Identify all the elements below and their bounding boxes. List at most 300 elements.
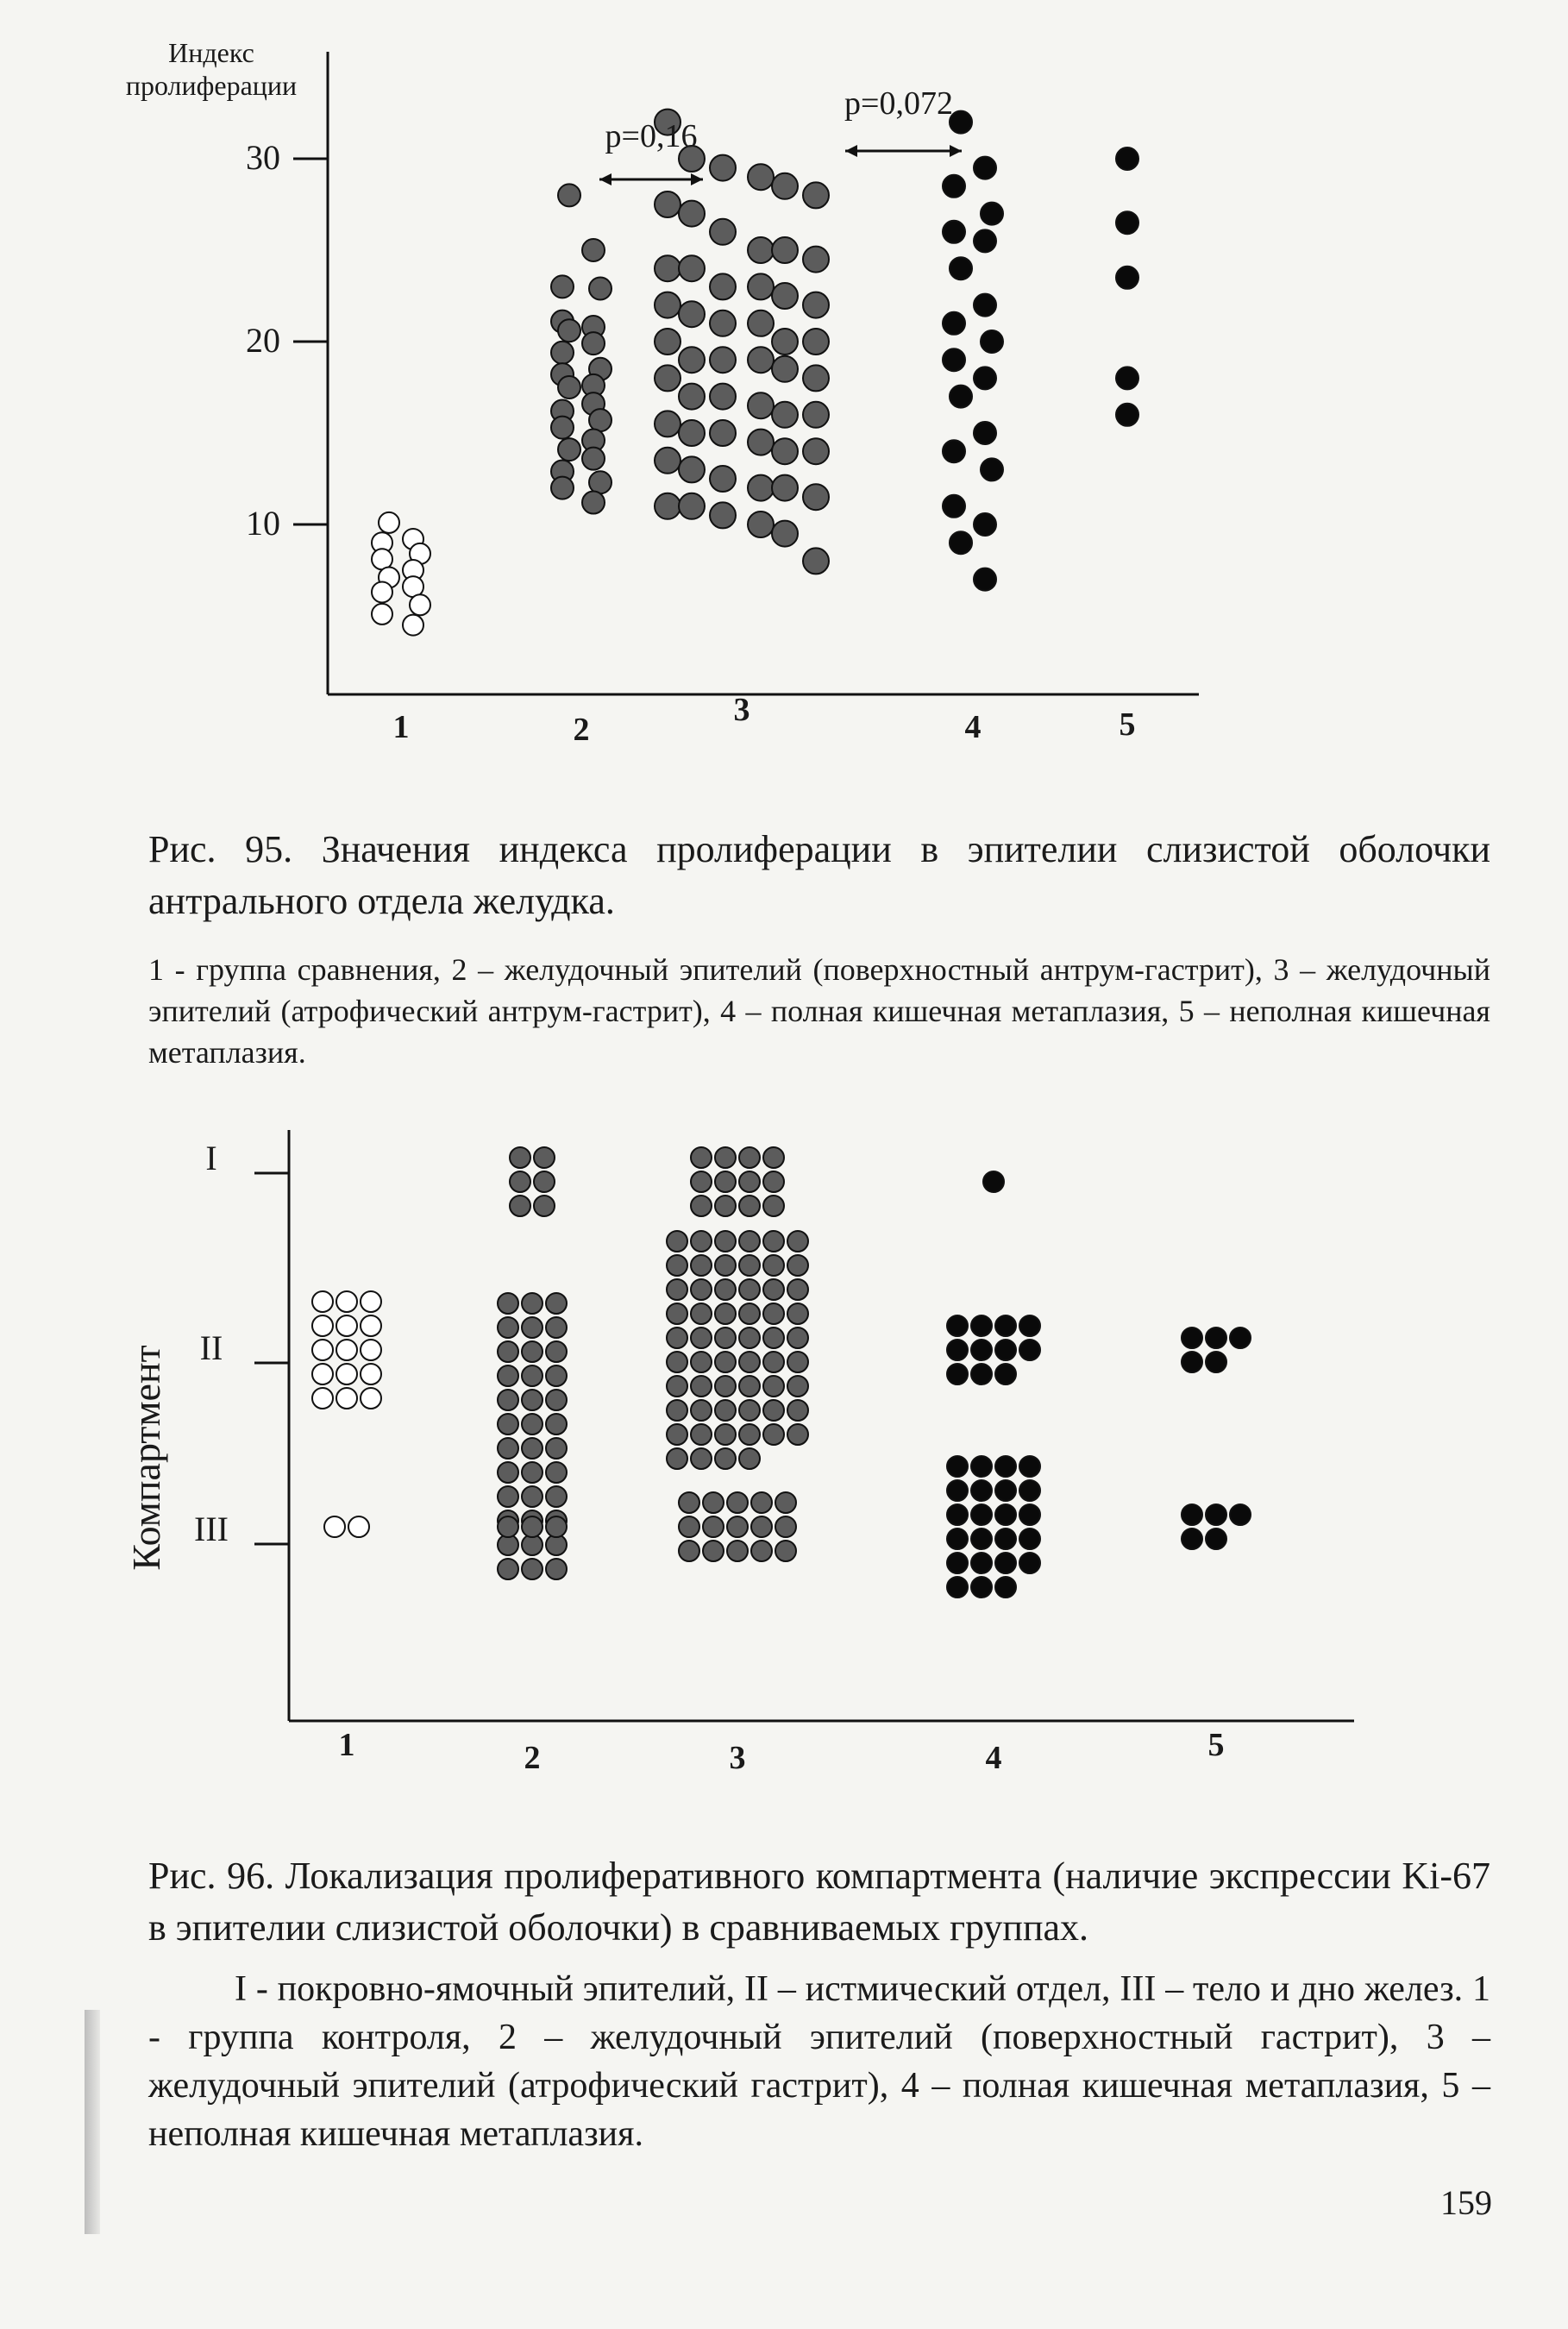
fig96-data-point <box>522 1438 543 1459</box>
fig96-data-point <box>522 1516 543 1537</box>
fig95-data-point <box>803 247 829 273</box>
fig95-data-point <box>403 615 423 636</box>
fig96-data-point <box>715 1231 736 1252</box>
fig96-data-point <box>691 1147 712 1168</box>
fig95-data-point <box>679 420 705 446</box>
fig96-data-point <box>1019 1529 1040 1549</box>
fig95-data-point <box>679 255 705 281</box>
fig95-data-point <box>950 386 972 408</box>
fig96-data-point <box>348 1516 369 1537</box>
fig96-data-point <box>763 1376 784 1397</box>
fig96-data-point <box>312 1388 333 1409</box>
fig95-data-point <box>981 330 1003 353</box>
fig96-data-point <box>679 1492 699 1513</box>
fig96-data-point <box>751 1516 772 1537</box>
fig95-data-point <box>803 329 829 355</box>
fig95-legend-note: 1 - группа сравнения, 2 – желудочный эпителий (поверхностный антрум-гастрит), 3 – желудочный эпителий (атрофический антрум-гастрит), 4 – полная кишечная метаплазия, 5 – неполная кишечная метаплазия. <box>148 952 1490 1070</box>
fig96-data-point <box>667 1376 687 1397</box>
fig96-data-point <box>971 1364 992 1384</box>
fig95-annotations <box>599 85 962 185</box>
fig95-data-point <box>551 477 574 499</box>
figure-95-chart <box>52 17 1242 776</box>
fig95-data-point <box>772 475 798 501</box>
fig96-data-point <box>971 1504 992 1525</box>
fig96-data-point <box>727 1516 748 1537</box>
fig96-data-point <box>763 1171 784 1192</box>
fig96-data-point <box>739 1171 760 1192</box>
fig96-data-point <box>1019 1315 1040 1336</box>
fig95-data-points <box>372 110 1138 636</box>
fig96-data-point <box>691 1279 712 1300</box>
fig96-data-point <box>995 1456 1016 1477</box>
fig95-data-point <box>710 219 736 245</box>
fig96-xtick-label: 5 <box>1207 1727 1225 1763</box>
fig96-data-point <box>691 1376 712 1397</box>
fig96-data-point <box>715 1147 736 1168</box>
fig96-data-point <box>498 1438 518 1459</box>
fig95-data-point <box>803 292 829 318</box>
fig95-data-point <box>551 342 574 364</box>
fig96-data-point <box>1230 1328 1251 1348</box>
fig96-data-point <box>995 1553 1016 1573</box>
fig95-data-point <box>748 512 774 537</box>
fig95-data-point <box>655 255 681 281</box>
page-number: 159 <box>1440 2183 1492 2222</box>
fig95-data-point <box>582 448 605 470</box>
fig96-data-point <box>751 1492 772 1513</box>
fig96-data-point <box>691 1400 712 1421</box>
fig95-data-point <box>950 257 972 279</box>
fig96-ytick-label: III <box>194 1510 229 1548</box>
fig95-data-point <box>558 376 580 399</box>
fig96-data-point <box>691 1352 712 1372</box>
fig96-data-point <box>947 1504 968 1525</box>
fig96-data-point <box>775 1516 796 1537</box>
fig96-data-point <box>522 1365 543 1386</box>
fig95-ytick-label: 30 <box>246 138 280 177</box>
fig96-data-point <box>534 1147 555 1168</box>
figure-96-chart <box>103 1113 1397 1829</box>
fig96-data-point <box>1206 1352 1226 1372</box>
fig96-data-point <box>971 1315 992 1336</box>
fig96-data-point <box>498 1390 518 1410</box>
fig96-data-point <box>361 1340 381 1360</box>
fig96-data-point <box>498 1559 518 1579</box>
fig95-data-point <box>974 157 996 179</box>
fig96-data-point <box>763 1352 784 1372</box>
fig95-data-point <box>943 312 965 335</box>
fig95-data-point <box>772 283 798 309</box>
fig96-data-point <box>947 1553 968 1573</box>
fig96-data-point <box>546 1462 567 1483</box>
fig96-data-point <box>715 1303 736 1324</box>
fig96-data-point <box>715 1279 736 1300</box>
fig96-data-point <box>971 1577 992 1598</box>
fig96-data-point <box>1019 1553 1040 1573</box>
fig96-data-point <box>361 1291 381 1312</box>
fig96-data-point <box>787 1400 808 1421</box>
fig95-data-point <box>710 502 736 528</box>
fig95-data-point <box>748 347 774 373</box>
fig96-data-point <box>498 1341 518 1362</box>
fig96-data-point <box>546 1438 567 1459</box>
fig96-data-point <box>739 1352 760 1372</box>
fig95-arrowhead-left <box>599 173 612 185</box>
fig95-data-point <box>943 495 965 518</box>
fig96-data-point <box>522 1317 543 1338</box>
fig95-data-point <box>710 466 736 492</box>
fig96-data-point <box>995 1340 1016 1360</box>
fig95-data-point <box>974 422 996 444</box>
fig96-data-point <box>498 1414 518 1434</box>
fig96-data-point <box>727 1492 748 1513</box>
fig95-data-point <box>679 456 705 482</box>
fig95-data-point <box>943 175 965 198</box>
fig96-data-point <box>703 1492 724 1513</box>
fig96-data-point <box>995 1529 1016 1549</box>
fig95-data-point <box>748 311 774 336</box>
fig96-data-point <box>667 1303 687 1324</box>
fig95-data-point <box>558 319 580 342</box>
fig96-data-point <box>739 1255 760 1276</box>
fig96-data-point <box>498 1365 518 1386</box>
fig95-x-ticks <box>393 692 1136 748</box>
fig96-data-point <box>775 1492 796 1513</box>
fig96-data-point <box>510 1171 530 1192</box>
fig96-data-point <box>971 1340 992 1360</box>
fig96-data-point <box>715 1400 736 1421</box>
fig95-data-point <box>589 409 612 431</box>
fig96-data-point <box>971 1553 992 1573</box>
fig96-data-point <box>522 1390 543 1410</box>
fig95-data-point <box>748 430 774 455</box>
fig96-data-point <box>1230 1504 1251 1525</box>
fig96-data-point <box>691 1171 712 1192</box>
fig95-data-point <box>1116 404 1138 426</box>
fig96-data-point <box>312 1291 333 1312</box>
fig96-data-point <box>715 1196 736 1216</box>
scan-edge-shadow <box>85 2010 100 2234</box>
fig95-data-point <box>589 471 612 493</box>
fig96-data-point <box>679 1516 699 1537</box>
fig96-data-point <box>971 1480 992 1501</box>
fig96-data-point <box>546 1365 567 1386</box>
fig96-data-point <box>763 1279 784 1300</box>
fig95-data-point <box>372 604 392 625</box>
fig96-data-point <box>727 1541 748 1561</box>
fig96-data-point <box>1019 1340 1040 1360</box>
fig96-data-point <box>510 1196 530 1216</box>
fig95-data-point <box>772 329 798 355</box>
fig96-data-point <box>691 1448 712 1469</box>
fig95-data-point <box>748 475 774 501</box>
fig95-data-point <box>551 417 574 439</box>
fig95-y-ticks <box>246 138 328 543</box>
fig96-data-point <box>715 1448 736 1469</box>
fig96-data-point <box>691 1196 712 1216</box>
fig96-data-point <box>715 1376 736 1397</box>
fig96-data-point <box>739 1196 760 1216</box>
fig95-data-point <box>372 581 392 602</box>
fig96-ytick-label: I <box>205 1139 217 1177</box>
fig96-data-point <box>715 1328 736 1348</box>
fig96-data-point <box>1206 1328 1226 1348</box>
fig96-data-point <box>763 1196 784 1216</box>
fig95-data-point <box>772 438 798 464</box>
fig96-data-point <box>739 1424 760 1445</box>
fig96-data-point <box>691 1231 712 1252</box>
fig95-data-point <box>589 278 612 300</box>
fig95-data-point <box>772 356 798 382</box>
fig96-data-point <box>763 1255 784 1276</box>
fig96-data-point <box>739 1231 760 1252</box>
fig96-data-point <box>995 1364 1016 1384</box>
fig95-data-point <box>558 184 580 206</box>
fig96-data-point <box>739 1303 760 1324</box>
fig95-ytick-label: 10 <box>246 504 280 543</box>
fig96-data-point <box>546 1390 567 1410</box>
fig95-data-point <box>748 392 774 418</box>
fig95-data-point <box>655 329 681 355</box>
fig96-data-point <box>679 1541 699 1561</box>
fig96-xtick-label: 2 <box>524 1740 541 1776</box>
fig96-data-point <box>336 1291 357 1312</box>
fig96-x-ticks <box>339 1727 1225 1776</box>
fig96-data-point <box>546 1516 567 1537</box>
fig95-arrowhead-right <box>950 145 962 157</box>
fig96-data-point <box>361 1364 381 1384</box>
fig95-data-point <box>655 411 681 436</box>
fig95-arrowhead-left <box>845 145 857 157</box>
fig96-data-point <box>763 1231 784 1252</box>
fig96-data-point <box>715 1255 736 1276</box>
fig96-data-point <box>546 1317 567 1338</box>
fig96-data-point <box>361 1315 381 1336</box>
fig96-data-point <box>971 1456 992 1477</box>
fig96-data-point <box>498 1462 518 1483</box>
fig95-annotation-label: p=0,072 <box>844 85 953 122</box>
fig96-data-point <box>787 1279 808 1300</box>
fig95-xtick-label: 5 <box>1119 706 1136 743</box>
fig96-data-point <box>787 1376 808 1397</box>
fig96-xtick-label: 3 <box>729 1740 746 1776</box>
fig95-data-point <box>655 365 681 391</box>
fig96-data-point <box>534 1171 555 1192</box>
fig96-data-point <box>336 1388 357 1409</box>
fig95-data-point <box>655 292 681 318</box>
fig95-data-point <box>772 173 798 199</box>
fig96-data-point <box>1019 1504 1040 1525</box>
fig95-data-point <box>582 239 605 261</box>
fig96-legend-note: I - покровно-ямочный эпителий, II – истмический отдел, III – тело и дно желез. 1 - группа контроля, 2 – желудочный эпителий (поверхностный гастрит), 3 – желудочный эпителий (атрофический гастрит), 4 – полная кишечная метаплазия, 5 – неполная кишечная метаплазия. <box>148 1969 1490 2154</box>
fig96-data-point <box>667 1255 687 1276</box>
fig96-data-point <box>787 1255 808 1276</box>
fig96-data-point <box>787 1352 808 1372</box>
fig96-data-point <box>995 1577 1016 1598</box>
fig95-data-point <box>710 420 736 446</box>
fig96-xtick-label: 4 <box>985 1740 1002 1776</box>
fig96-data-point <box>995 1504 1016 1525</box>
fig95-data-point <box>803 484 829 510</box>
fig96-data-point <box>739 1147 760 1168</box>
fig95-data-point <box>943 221 965 243</box>
fig96-data-point <box>947 1529 968 1549</box>
fig96-data-point <box>691 1424 712 1445</box>
fig95-data-point <box>710 347 736 373</box>
fig95-data-point <box>974 294 996 317</box>
fig96-data-point <box>691 1328 712 1348</box>
fig96-data-point <box>667 1328 687 1348</box>
fig95-xtick-label: 2 <box>573 712 590 748</box>
fig96-data-point <box>947 1315 968 1336</box>
fig95-data-point <box>710 384 736 410</box>
fig96-data-point <box>498 1516 518 1537</box>
fig96-data-point <box>361 1388 381 1409</box>
fig95-data-point <box>974 367 996 389</box>
fig96-data-point <box>763 1147 784 1168</box>
fig95-data-point <box>655 448 681 474</box>
fig96-data-point <box>715 1424 736 1445</box>
fig95-caption: Рис. 95. Значения индекса пролиферации в эпителии слизистой оболочки антрального отдела желудка. <box>148 828 1490 922</box>
fig96-data-point <box>1182 1352 1202 1372</box>
fig95-xtick-label: 1 <box>392 709 410 745</box>
fig95-data-point <box>679 384 705 410</box>
fig96-data-point <box>522 1462 543 1483</box>
fig95-data-point <box>679 201 705 227</box>
fig95-data-point <box>803 548 829 574</box>
fig95-data-point <box>803 402 829 428</box>
fig95-data-point <box>772 402 798 428</box>
fig96-data-point <box>1019 1480 1040 1501</box>
fig96-y-ticks <box>194 1139 289 1548</box>
fig96-data-point <box>739 1448 760 1469</box>
fig96-data-point <box>739 1400 760 1421</box>
fig96-data-point <box>336 1364 357 1384</box>
fig95-data-point <box>974 229 996 252</box>
fig95-data-point <box>710 273 736 299</box>
fig95-data-point <box>558 438 580 461</box>
fig96-data-point <box>971 1529 992 1549</box>
fig96-data-point <box>522 1293 543 1314</box>
fig96-data-point <box>1206 1504 1226 1525</box>
fig96-data-point <box>667 1352 687 1372</box>
fig95-ylabel-line1: Индекс <box>168 37 254 68</box>
fig96-data-points <box>312 1147 1251 1598</box>
fig96-data-point <box>498 1293 518 1314</box>
fig96-data-point <box>739 1376 760 1397</box>
fig96-data-point <box>739 1279 760 1300</box>
fig96-data-point <box>947 1340 968 1360</box>
fig95-data-point <box>803 438 829 464</box>
fig96-data-point <box>995 1480 1016 1501</box>
fig95-data-point <box>974 513 996 536</box>
fig96-data-point <box>534 1196 555 1216</box>
fig95-data-point <box>679 301 705 327</box>
fig96-data-point <box>1019 1456 1040 1477</box>
fig95-data-point <box>679 347 705 373</box>
fig95-ytick-label: 20 <box>246 321 280 360</box>
fig96-data-point <box>983 1171 1004 1192</box>
fig95-data-point <box>410 594 430 615</box>
fig95-data-point <box>981 458 1003 480</box>
fig96-data-point <box>1206 1529 1226 1549</box>
fig96-data-point <box>739 1328 760 1348</box>
fig96-data-point <box>546 1414 567 1434</box>
fig96-data-point <box>546 1559 567 1579</box>
fig96-data-point <box>1182 1529 1202 1549</box>
fig96-data-point <box>498 1317 518 1338</box>
fig95-data-point <box>748 164 774 190</box>
fig96-data-point <box>763 1400 784 1421</box>
fig96-data-point <box>787 1231 808 1252</box>
fig95-data-point <box>1116 148 1138 170</box>
fig96-data-point <box>336 1340 357 1360</box>
fig96-data-point <box>312 1364 333 1384</box>
fig96-ytick-label: II <box>199 1328 223 1367</box>
fig96-data-point <box>995 1315 1016 1336</box>
fig95-data-point <box>582 492 605 514</box>
fig96-data-point <box>947 1577 968 1598</box>
fig95-xtick-label: 3 <box>733 692 750 728</box>
fig96-data-point <box>703 1516 724 1537</box>
fig96-data-point <box>715 1171 736 1192</box>
fig96-data-point <box>703 1541 724 1561</box>
fig96-data-point <box>775 1541 796 1561</box>
fig95-arrowhead-right <box>691 173 703 185</box>
fig96-data-point <box>667 1448 687 1469</box>
fig96-data-point <box>787 1303 808 1324</box>
fig96-data-point <box>510 1147 530 1168</box>
fig96-data-point <box>763 1424 784 1445</box>
fig96-data-point <box>546 1293 567 1314</box>
fig95-data-point <box>772 237 798 263</box>
fig95-data-point <box>803 365 829 391</box>
fig96-data-point <box>947 1480 968 1501</box>
fig95-ylabel-line2: пролиферации <box>125 70 298 101</box>
fig96-data-point <box>715 1352 736 1372</box>
fig95-data-point <box>1116 267 1138 289</box>
fig95-data-point <box>1116 211 1138 234</box>
fig95-data-point <box>981 203 1003 225</box>
fig95-data-point <box>679 493 705 519</box>
fig96-data-point <box>763 1303 784 1324</box>
fig96-data-point <box>691 1255 712 1276</box>
fig96-data-point <box>498 1486 518 1507</box>
fig95-data-point <box>974 568 996 591</box>
fig95-data-point <box>710 311 736 336</box>
fig96-xtick-label: 1 <box>338 1727 355 1763</box>
fig95-data-point <box>1116 367 1138 389</box>
fig96-data-point <box>667 1279 687 1300</box>
fig95-data-point <box>772 521 798 547</box>
fig96-data-point <box>667 1231 687 1252</box>
fig95-data-point <box>655 493 681 519</box>
fig96-data-point <box>546 1486 567 1507</box>
fig96-data-point <box>312 1315 333 1336</box>
fig95-annotation-label: p=0,16 <box>605 118 698 154</box>
fig96-data-point <box>947 1364 968 1384</box>
fig95-data-point <box>655 191 681 217</box>
fig96-data-point <box>522 1559 543 1579</box>
fig95-data-point <box>379 512 399 533</box>
fig95-data-point <box>551 275 574 298</box>
fig96-data-point <box>667 1424 687 1445</box>
fig95-data-point <box>803 182 829 208</box>
fig95-xtick-label: 4 <box>964 709 982 745</box>
fig95-data-point <box>943 348 965 371</box>
fig96-data-point <box>522 1414 543 1434</box>
fig96-data-point <box>787 1328 808 1348</box>
